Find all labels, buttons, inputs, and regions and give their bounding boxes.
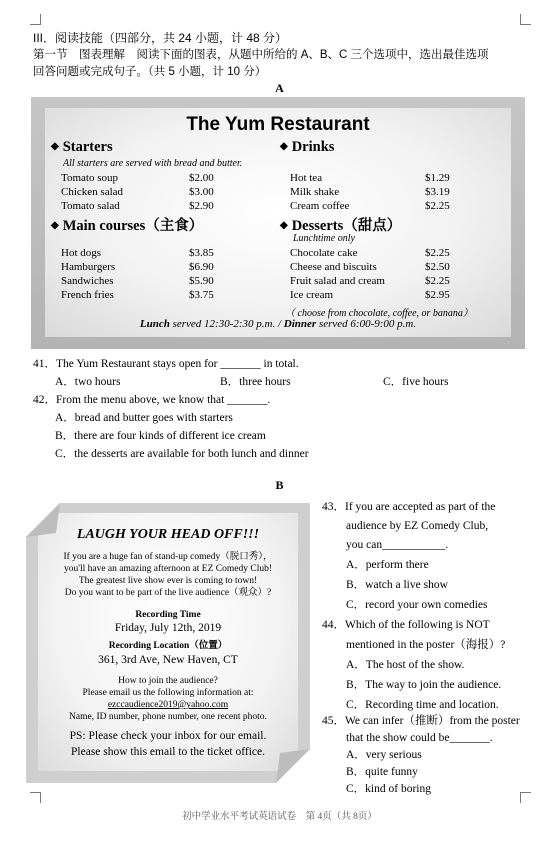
menu-item-price: $2.50	[425, 261, 450, 273]
menu-item-price: $2.95	[425, 289, 450, 301]
question-42: 42．From the menu above, we know that _______.	[33, 394, 271, 406]
menu-card	[45, 108, 511, 337]
poster-ps-line1: PS: Please check your inbox for our email.	[69, 730, 267, 742]
desserts-note: Lunchtime only	[293, 233, 355, 244]
section-instruction-line1: 第一节 图表理解 阅读下面的图表，从题中所给的 A、B、C 三个选项中，选出最佳选项	[33, 49, 489, 61]
menu-item-price: $6.90	[189, 261, 214, 273]
poster-title: LAUGH YOUR HEAD OFF!!!	[76, 527, 260, 542]
option-45-b[interactable]: B．quite funny	[346, 766, 418, 778]
comedy-poster	[26, 503, 310, 783]
menu-figure	[31, 97, 525, 349]
menu-item-price: $2.90	[189, 200, 214, 212]
diamond-bullet-icon: ◆	[51, 220, 59, 231]
poster-line: Please email us the following information at:	[82, 688, 254, 698]
question-45-line1: 45．We can infer（推断）from the poster	[322, 715, 520, 727]
menu-item-name: Chocolate cake	[290, 247, 358, 259]
question-44-line2: mentioned in the poster（海报）?	[346, 639, 506, 651]
poster-line: Do you want to be part of the live audience（观众）?	[64, 588, 272, 598]
menu-item-price: $3.19	[425, 186, 450, 198]
option-44-a[interactable]: A．The host of the show.	[346, 659, 465, 671]
menu-item-price: $2.25	[425, 200, 450, 212]
main-courses-heading: ◆ Main courses（主食）	[51, 218, 204, 234]
option-44-c[interactable]: C．Recording time and location.	[346, 699, 499, 711]
option-44-b[interactable]: B．The way to join the audience.	[346, 679, 502, 691]
drinks-heading: ◆ Drinks	[280, 139, 335, 155]
option-41-b[interactable]: B．three hours	[220, 376, 291, 388]
recording-location-value: 361, 3rd Ave, New Haven, CT	[98, 654, 238, 666]
diamond-bullet-icon: ◆	[51, 141, 59, 152]
poster-line: If you are a huge fan of stand-up comedy（脱口秀），	[63, 552, 273, 562]
option-43-a[interactable]: A．perform there	[346, 559, 429, 571]
menu-item-name: Tomato soup	[61, 172, 118, 184]
passage-label-a: A	[275, 81, 284, 95]
question-44-line1: 44．Which of the following is NOT	[322, 619, 490, 631]
page-curl-top-left	[26, 503, 66, 543]
opening-hours: Lunch served 12:30-2:30 p.m. / Dinner served 6:00-9:00 p.m.	[139, 318, 417, 330]
part-heading: III．阅读技能（四部分，共 24 小题，计 48 分）	[33, 31, 288, 45]
menu-item-name: Sandwiches	[61, 275, 114, 287]
diamond-bullet-icon: ◆	[280, 220, 288, 231]
crop-mark-top-right	[520, 14, 531, 25]
crop-mark-top-left	[30, 14, 41, 25]
option-42-b[interactable]: B．there are four kinds of different ice cream	[55, 430, 266, 442]
menu-item-name: French fries	[61, 289, 114, 301]
menu-item-price: $2.00	[189, 172, 214, 184]
section-instruction-line2: 回答问题或完成句子。（共 5 小题，计 10 分）	[33, 66, 267, 78]
menu-item-name: Ice cream	[290, 289, 334, 301]
ice-cream-flavours-note: （ choose from chocolate, coffee, or banana）	[285, 308, 473, 319]
option-45-c[interactable]: C．kind of boring	[346, 783, 431, 795]
poster-line: How to join the audience?	[118, 676, 218, 686]
menu-item-price: $3.85	[189, 247, 214, 259]
menu-item-name: Cheese and biscuits	[290, 261, 377, 273]
poster-line: you'll have an amazing afternoon at EZ Comedy Club!	[63, 564, 272, 574]
question-43-line3: you can___________.	[346, 539, 449, 551]
menu-item-price: $5.90	[189, 275, 214, 287]
passage-label-b: B	[275, 478, 284, 492]
poster-line: Name, ID number, phone number, one recent photo.	[69, 712, 267, 722]
menu-item-price: $1.29	[425, 172, 450, 184]
question-43-line2: audience by EZ Comedy Club,	[346, 520, 489, 532]
page-footer: 初中学业水平考试英语试卷 第 4页（共 8页）	[182, 812, 377, 822]
crop-mark-bottom-left	[30, 792, 41, 803]
poster-line: The greatest live show ever is coming to town!	[78, 576, 258, 586]
option-43-b[interactable]: B．watch a live show	[346, 579, 448, 591]
recording-time-value: Friday, July 12th, 2019	[114, 622, 222, 634]
option-42-a[interactable]: A．bread and butter goes with starters	[55, 412, 233, 424]
recording-time-label: Recording Time	[135, 610, 201, 620]
menu-item-name: Chicken salad	[61, 186, 124, 198]
crop-mark-bottom-right	[520, 792, 531, 803]
menu-item-name: Milk shake	[290, 186, 340, 198]
question-43-line1: 43．If you are accepted as part of the	[322, 501, 496, 513]
menu-item-price: $3.00	[189, 186, 214, 198]
option-41-c[interactable]: C．five hours	[383, 376, 449, 388]
option-41-a[interactable]: A．two hours	[55, 376, 121, 388]
menu-item-price: $2.25	[425, 275, 450, 287]
menu-item-price: $3.75	[189, 289, 214, 301]
poster-paper	[38, 513, 298, 771]
menu-title: The Yum Restaurant	[186, 114, 370, 135]
diamond-bullet-icon: ◆	[280, 141, 288, 152]
option-42-c[interactable]: C．the desserts are available for both lunch and dinner	[55, 448, 309, 460]
option-43-c[interactable]: C．record your own comedies	[346, 599, 488, 611]
menu-item-name: Hot tea	[290, 172, 323, 184]
menu-item-name: Fruit salad and cream	[290, 275, 385, 287]
option-45-a[interactable]: A．very serious	[346, 749, 422, 761]
menu-item-name: Tomato salad	[61, 200, 120, 212]
poster-ps-line2: Please show this email to the ticket office.	[71, 746, 265, 758]
desserts-heading: ◆ Desserts（甜点）	[280, 218, 402, 234]
question-41: 41．The Yum Restaurant stays open for _______ in total.	[33, 358, 299, 370]
menu-item-price: $2.25	[425, 247, 450, 259]
page-curl-bottom-right	[270, 743, 310, 783]
question-45-line2: that the show could be_______.	[346, 732, 493, 744]
menu-item-name: Hot dogs	[61, 247, 102, 259]
starters-heading: ◆ Starters	[51, 139, 113, 155]
menu-item-name: Hamburgers	[61, 261, 116, 273]
starters-note: All starters are served with bread and butter.	[63, 158, 243, 169]
menu-item-name: Cream coffee	[290, 200, 350, 212]
poster-email-link[interactable]: ezccaudience2019@yahoo.com	[107, 700, 229, 710]
recording-location-label: Recording Location（位置）	[108, 641, 228, 651]
